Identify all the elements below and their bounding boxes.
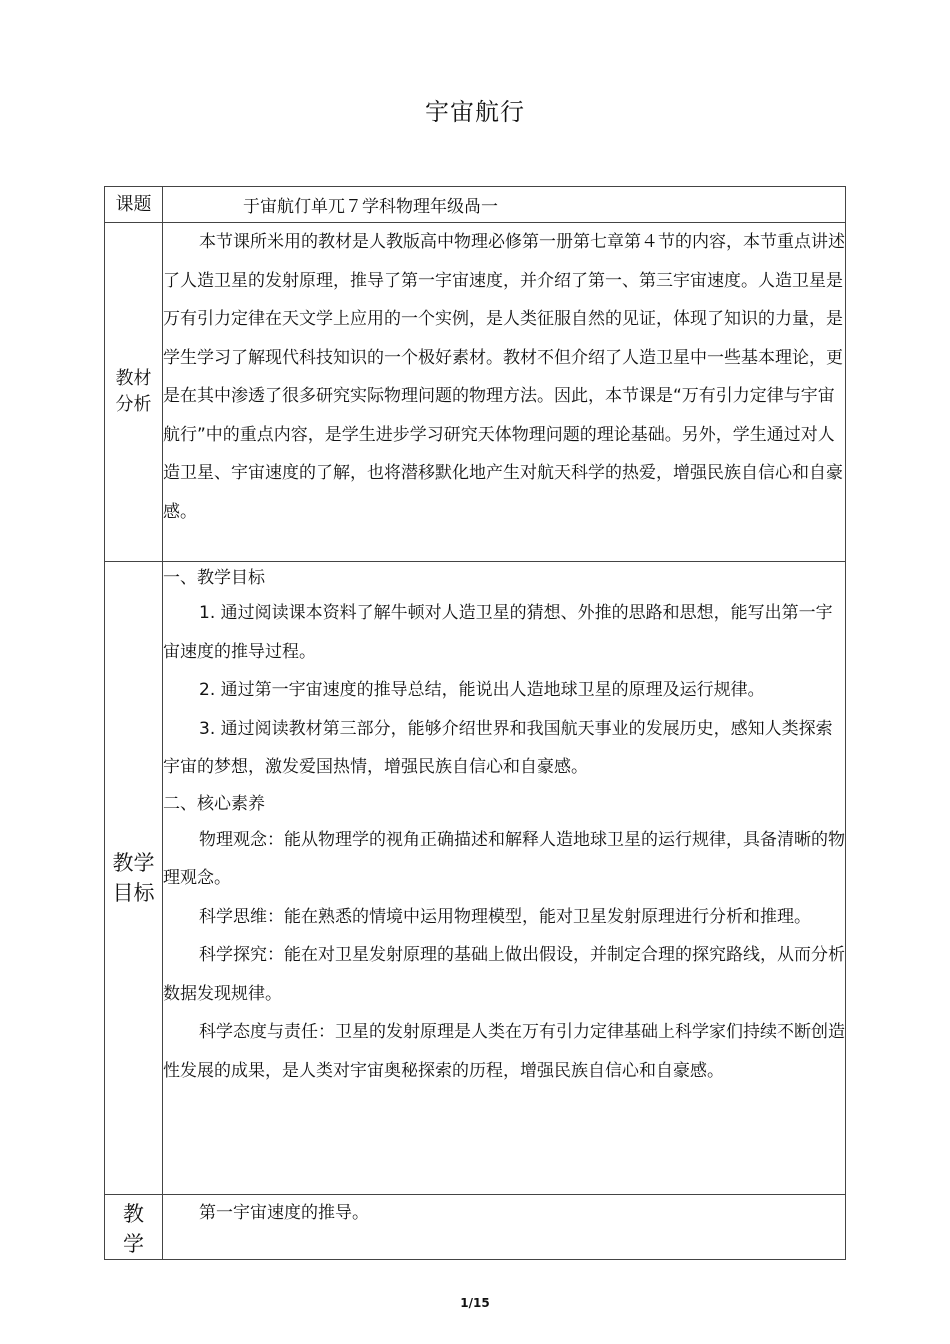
lesson-plan-table — [104, 186, 846, 1260]
analysis-content — [163, 223, 846, 562]
goals-core-attitude-responsibility: 科学态度与责任：卫星的发射原理是人类在万有引力定律基础上科学家们持续不断创造性发展的成果，是人类对宇宙奥秘探索的历程，增强民族自信心和自豪感。 — [163, 1022, 845, 1081]
goals-label-cell — [105, 562, 163, 1195]
topic-content: 于宙航仃单兀７学科物理年级咼一 — [163, 187, 846, 223]
topic-label: 课题 — [105, 187, 163, 223]
goals-heading-core: 二、核心素养 — [163, 793, 265, 814]
table-row-key-points — [105, 1195, 846, 1260]
key-points-label-cell — [105, 1195, 163, 1260]
goals-content-clip — [163, 562, 845, 1194]
goals-core-scientific-inquiry: 科学探究：能在对卫星发射原理的基础上做出假设，并制定合理的探究路线，从而分析数据发现规律。 — [163, 945, 845, 1004]
analysis-label-cell — [105, 223, 163, 562]
table-row-goals — [105, 562, 846, 1195]
goals-item-1: 1. 通过阅读课本资料了解牛顿对人造卫星的猜想、外推的思路和思想，能写出第一宇宙速度的推导过程。 — [163, 603, 833, 662]
key-points-label-line-1: 教 — [123, 1202, 144, 1226]
document-title: 宇宙航行 — [425, 98, 525, 126]
analysis-label-line-1: 教材 — [115, 368, 152, 389]
table-row-analysis — [105, 223, 846, 562]
key-points-text: 第一宇宙速度的推导。 — [199, 1203, 369, 1223]
goals-item-3: 3. 通过阅读教材第三部分，能够介绍世界和我国航天事业的发展历史，感知人类探索宇宙的梦想，激发爱国热情，增强民族自信心和自豪感。 — [163, 718, 833, 777]
goals-label-line-1: 教学 — [112, 851, 155, 875]
key-points-content — [163, 1195, 846, 1260]
goals-core-scientific-thinking: 科学思维：能在熟悉的情境中运用物理模型，能对卫星发射原理进行分析和推理。 — [199, 906, 811, 927]
analysis-label-line-2: 分析 — [115, 394, 152, 415]
goals-heading-teaching: 一、教学目标 — [163, 568, 265, 588]
goals-item-2: 2. 通过第一宇宙速度的推导总结，能说出人造地球卫星的原理及运行规律。 — [199, 680, 765, 700]
analysis-paragraph: 本节课所米用的教材是人教版高中物理必修第一册第七章第４节的内容，本节重点讲述了人造卫星的发射原理，推导了第一宇宙速度，并介绍了第一、第三宇宙速度。人造卫星是万有引力定律在天文学上应用的一个实例，是人类征服自然的见证，体现了知识的力量，是学生学习了解现代科技知识的一个极好素材。教材不但介绍了人造卫星中一些基本理论，更是在其中渗透了很多研究实际物理问题的物理方法。因此，本节课是“万有引力定律与宇宙航行”中的重点内容，是学生进步学习研究天体物理问题的理论基础。另外，学生通过对人造卫星、宇宙速度的了解，也将潜移默化地产生对航天科学的热爱，增强民族自信心和自豪感。 — [163, 232, 845, 522]
table-row-topic — [105, 187, 846, 223]
page-number: 1/15 — [460, 1296, 490, 1310]
goals-core-physics-concept: 物理观念：能从物理学的视角正确描述和解释人造地球卫星的运行规律，具备清晰的物理观念。 — [163, 829, 845, 888]
goals-content — [163, 562, 846, 1195]
goals-label-line-2: 目标 — [112, 881, 155, 905]
key-points-label-line-2: 学 — [123, 1232, 144, 1256]
